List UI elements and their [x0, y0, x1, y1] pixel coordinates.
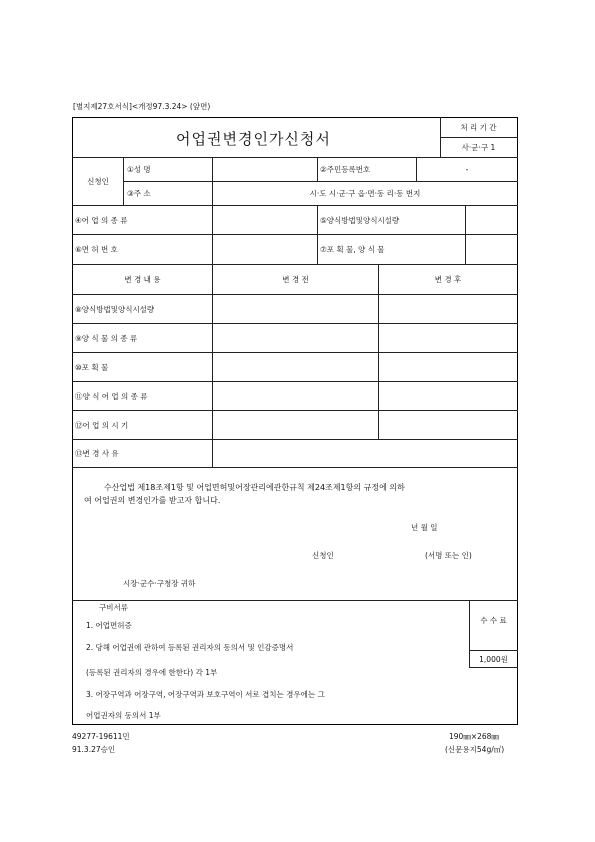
frame-left — [72, 117, 73, 725]
declaration-signature: (서명 또는 인) — [425, 551, 472, 560]
declaration-date: 년 월 일 — [411, 523, 438, 532]
farming-method-field[interactable] — [466, 206, 517, 234]
change-after-field[interactable] — [379, 295, 517, 323]
change-after-field[interactable] — [379, 324, 517, 352]
applicant-group-label: 신청인 — [87, 177, 109, 186]
name-field[interactable] — [213, 158, 317, 181]
change-header-before: 변 경 전 — [282, 275, 309, 284]
documents-heading: 구비서류 — [99, 603, 128, 612]
document-item: 3. 어장구역과 어장구역, 어장구역과 보호구역이 서로 겹치는 경우에는 그 — [86, 690, 325, 699]
change-row-label: ⑧양식방법및양식시설량 — [75, 304, 155, 314]
change-header-after: 변 경 후 — [434, 275, 462, 284]
change-row-label: ⑫어 업 의 시 기 — [75, 420, 129, 430]
change-before-field[interactable] — [213, 353, 378, 381]
divider — [469, 667, 518, 668]
fee-label: 수 수 료 — [480, 615, 507, 625]
fishery-type-field[interactable] — [213, 206, 317, 234]
farming-method-label: ⑤양식방법및양식시설량 — [320, 215, 400, 225]
divider — [72, 600, 518, 601]
document-item: (등록된 권리자의 경우에 한한다) 각 1부 — [86, 668, 218, 677]
footer-code: 49277-19611민 — [72, 732, 130, 741]
change-row-label: ⑨양 식 물 의 종 류 — [75, 333, 138, 343]
divider — [72, 467, 518, 468]
frame-right — [517, 117, 518, 725]
change-before-field[interactable] — [213, 324, 378, 352]
change-before-field[interactable] — [213, 411, 378, 439]
change-before-field[interactable] — [213, 382, 378, 410]
change-row-label: ⑪양 식 어 업 의 종 류 — [75, 391, 148, 401]
change-after-field[interactable] — [379, 411, 517, 439]
license-no-label: ⑥면 허 번 호 — [75, 245, 118, 254]
document-item: 1. 어업면허증 — [86, 621, 132, 630]
change-after-field[interactable] — [379, 382, 517, 410]
document-item: 어업권자의 동의서 1부 — [86, 711, 161, 720]
footer-paper: (신문용지54g/㎡) — [445, 745, 505, 754]
change-before-field[interactable] — [213, 295, 378, 323]
page-title: 어업권변경인가신청서 — [176, 130, 331, 148]
address-field[interactable]: 시·도 시·군·구 읍·면·동 리·동 번지 — [309, 189, 421, 198]
change-reason-label: ⑬변 경 사 유 — [75, 449, 119, 458]
processing-period-label: 처 리 기 간 — [460, 123, 497, 132]
fee-value: 1,000원 — [479, 654, 508, 664]
change-header-content: 변 경 내 용 — [124, 275, 161, 284]
form-code: [별지제27호서식]<개정97.3.24> (앞면) — [73, 102, 211, 111]
divider — [317, 157, 318, 181]
footer-size: 190㎜×268㎜ — [449, 732, 499, 741]
license-no-field[interactable] — [213, 235, 317, 264]
fishery-type-label: ④어 업 의 종 류 — [75, 215, 128, 225]
change-after-field[interactable] — [379, 353, 517, 381]
change-reason-field[interactable] — [213, 440, 517, 467]
name-label: ①성 명 — [127, 165, 151, 174]
declaration-applicant: 신청인 — [312, 551, 334, 560]
frame-bottom — [72, 724, 518, 725]
processing-period-value: 사·군·구 1 — [461, 143, 496, 152]
declaration-recipient: 시장·군수·구청장 귀하 — [123, 579, 196, 588]
catch-species-field[interactable] — [466, 235, 517, 264]
document-item: 2. 당해 어업권에 관하여 등록된 권리자의 동의서 및 인감증명서 — [86, 643, 294, 652]
address-label: ③주 소 — [127, 189, 151, 198]
rrn-field[interactable]: - — [465, 165, 469, 174]
catch-species-label: ⑦포 획 물, 양 식 물 — [320, 245, 385, 254]
declaration-line-2: 여 어업권의 변경인가를 받고자 합니다. — [84, 496, 221, 505]
change-row-label: ⑩포 획 물 — [75, 362, 109, 372]
rrn-label: ②주민등록번호 — [320, 165, 371, 174]
footer-approval: 91.3.27승인 — [72, 745, 116, 754]
declaration-line-1: 수산업법 제18조제1항 및 어업면허및어장관리에관한규칙 제24조제1항의 규정에 의하 — [104, 483, 405, 492]
